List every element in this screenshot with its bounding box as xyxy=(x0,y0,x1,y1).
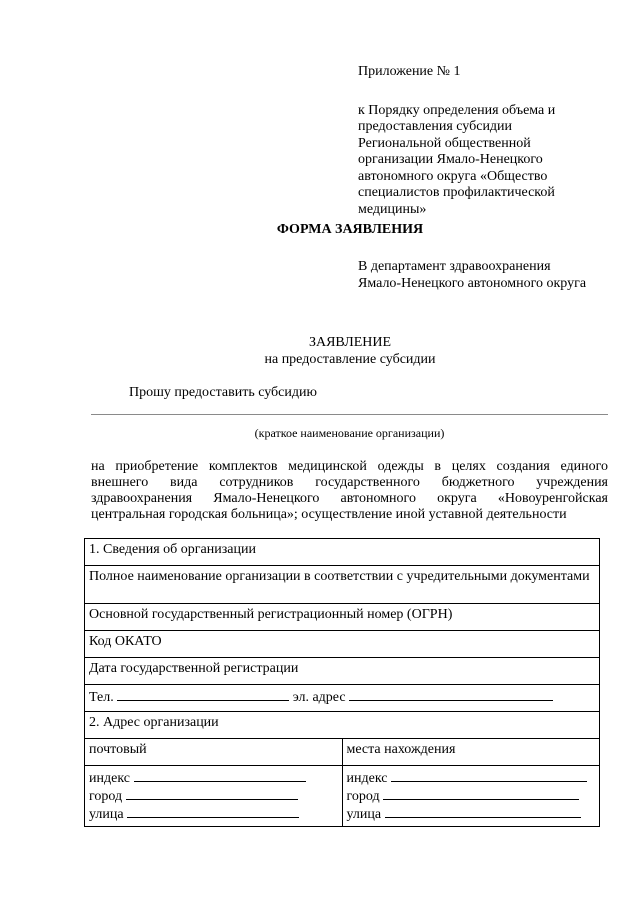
email-label: эл. адрес xyxy=(292,690,346,705)
organization-info-table xyxy=(84,538,600,827)
postal-index-label: индекс xyxy=(89,771,130,786)
addressee-line: В департамент здравоохранения xyxy=(358,259,551,274)
location-city-field[interactable] xyxy=(383,787,579,800)
okato-row[interactable]: Код ОКАТО xyxy=(85,631,600,658)
registration-date-row[interactable]: Дата государственной регистрации xyxy=(85,658,600,685)
form-title: ФОРМА ЗАЯВЛЕНИЯ xyxy=(276,222,424,237)
postal-city-label: город xyxy=(89,789,123,804)
annex-line: к Порядку определения объема и xyxy=(358,102,556,118)
annex-line: организации Ямало-Ненецкого xyxy=(358,152,543,167)
annex-number: Приложение № 1 xyxy=(358,64,461,79)
phone-field[interactable] xyxy=(117,688,289,701)
ogrn-row[interactable]: Основной государственный регистрационный номер (ОГРН) xyxy=(85,604,600,631)
purpose-paragraph: на приобретение комплектов медицинской одежды в целях создания единого внешнего вида сотрудников государственного бюджетного учреждения здравоохранения Ямало-Ненецкого автономного округа «Новоуренгойская центральная городская больница»; осуществление иной уставной деятельности xyxy=(91,459,608,522)
location-index-field[interactable] xyxy=(391,769,587,782)
organization-name-caption: (краткое наименование организации) xyxy=(254,426,445,440)
document-subtitle: на предоставление субсидии xyxy=(264,352,436,367)
organization-name-field[interactable] xyxy=(91,414,608,415)
addressee-line: Ямало-Ненецкого автономного округа xyxy=(358,276,587,291)
location-street-label: улица xyxy=(346,807,382,822)
annex-line: специалистов профилактической xyxy=(358,185,555,200)
section-organization-info: 1. Сведения об организации xyxy=(85,539,600,566)
annex-line: предоставления субсидии xyxy=(358,119,513,134)
email-field[interactable] xyxy=(349,688,553,701)
postal-address-header: почтовый xyxy=(85,739,343,766)
postal-city-field[interactable] xyxy=(126,787,298,800)
location-address-cell xyxy=(342,766,600,827)
postal-street-label: улица xyxy=(89,807,124,822)
postal-street-field[interactable] xyxy=(127,805,299,818)
section-address: 2. Адрес организации xyxy=(85,712,600,739)
annex-line: медицины» xyxy=(358,201,427,217)
contacts-row xyxy=(85,685,600,712)
phone-label: Тел. xyxy=(89,690,114,705)
document-title-main: ЗАЯВЛЕНИЕ xyxy=(308,335,392,350)
document-title xyxy=(0,334,640,368)
annex-header xyxy=(358,64,618,218)
addressee xyxy=(358,258,628,292)
full-name-row[interactable]: Полное наименование организации в соответствии с учредительными документами xyxy=(85,566,600,604)
postal-address-cell xyxy=(85,766,343,827)
location-address-header: места нахождения xyxy=(342,739,600,766)
annex-line: автономного округа «Общество xyxy=(358,168,548,184)
postal-index-field[interactable] xyxy=(134,769,306,782)
location-street-field[interactable] xyxy=(385,805,581,818)
location-index-label: индекс xyxy=(346,771,388,786)
request-text: Прошу предоставить субсидию xyxy=(129,385,317,400)
annex-line: Региональной общественной xyxy=(358,135,531,151)
location-city-label: город xyxy=(346,789,380,804)
